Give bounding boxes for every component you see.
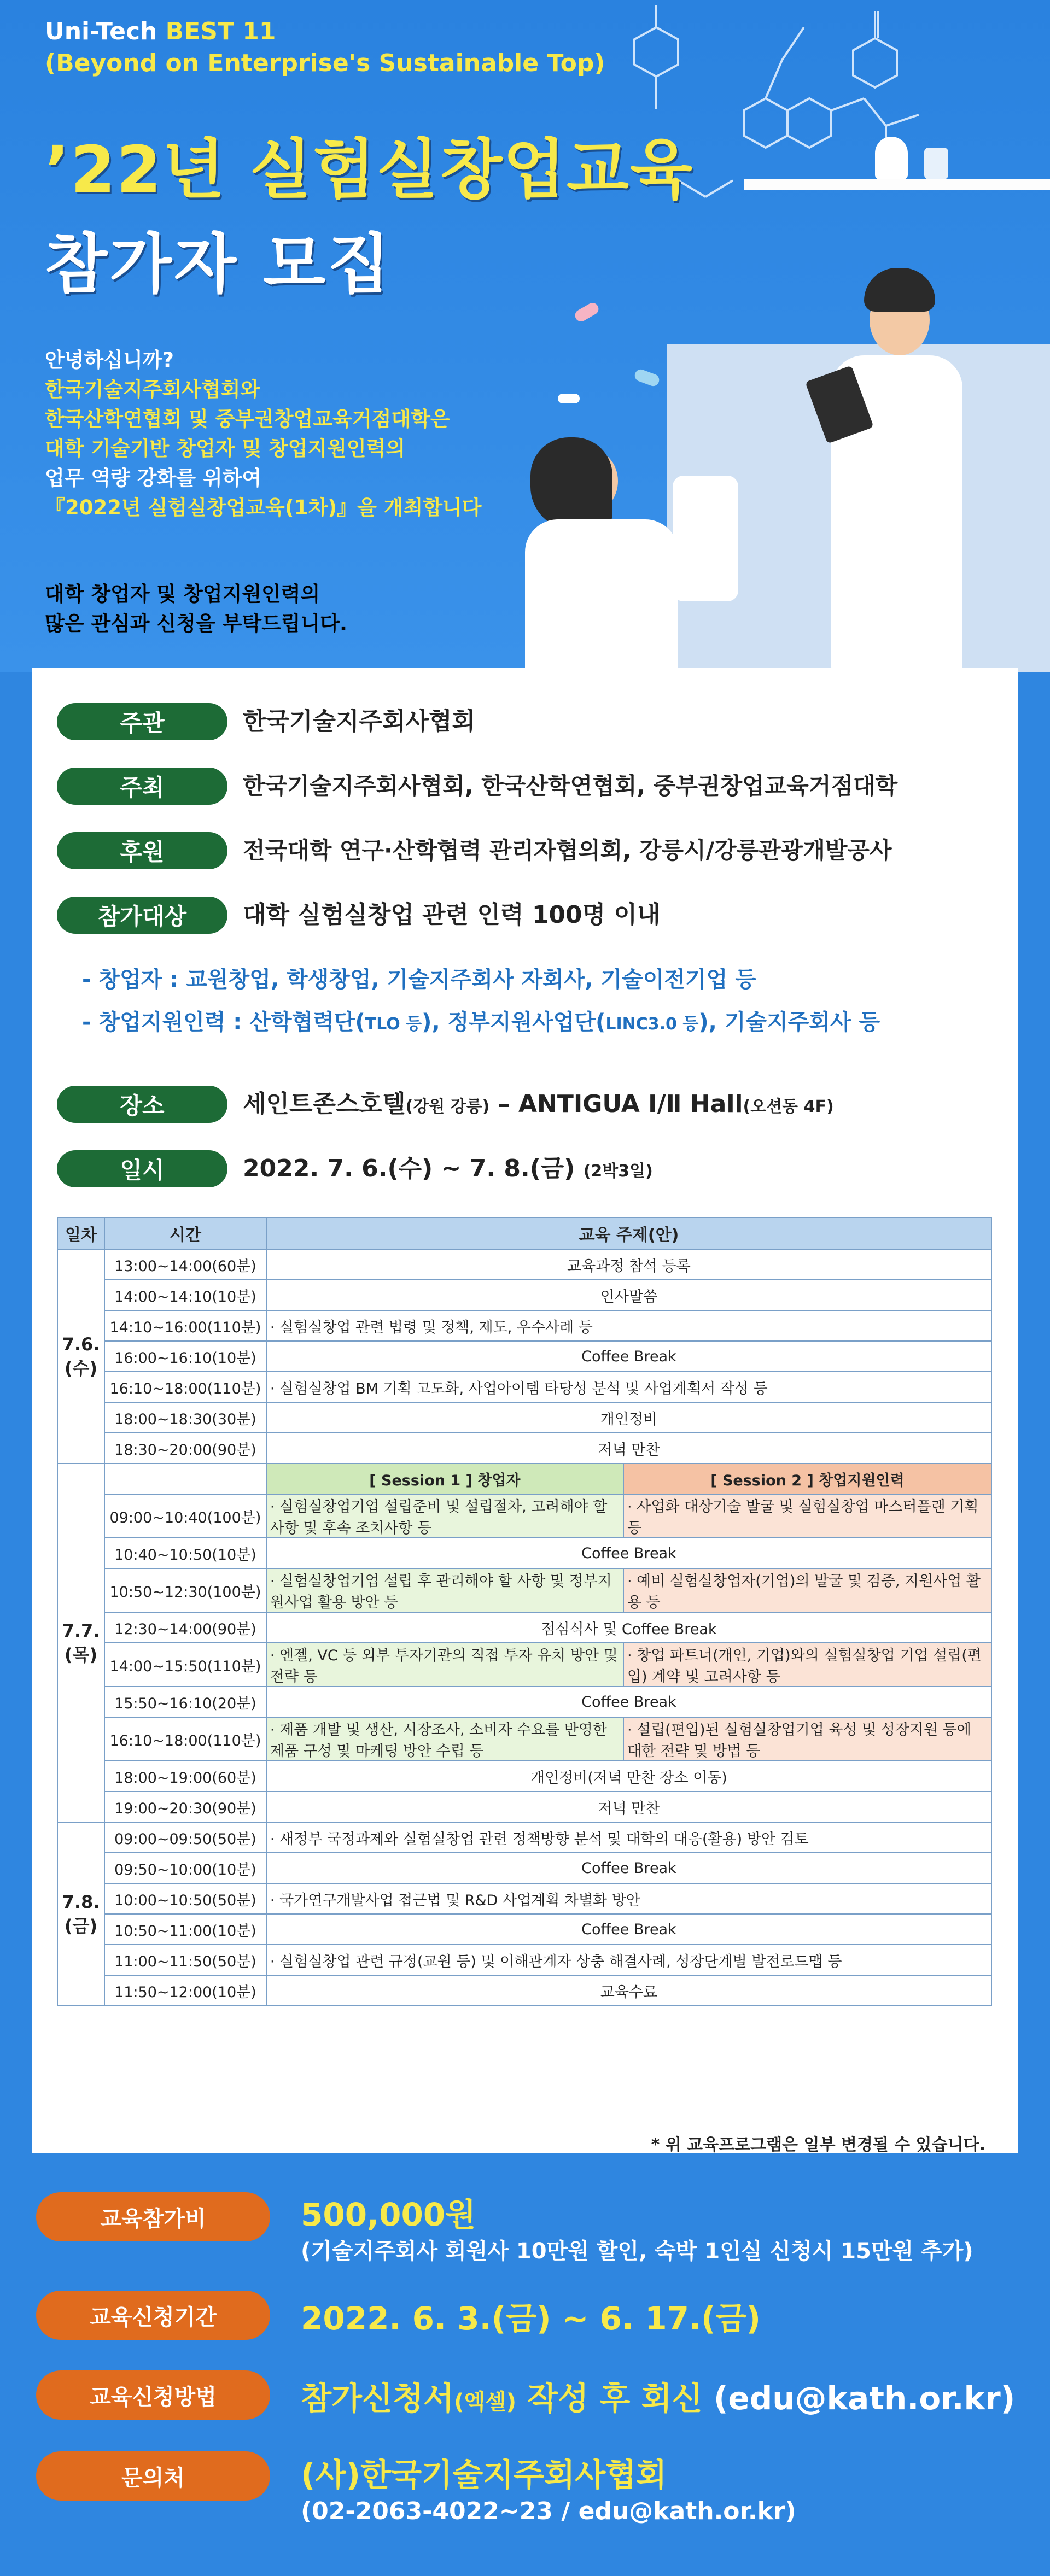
time-cell: 18:00~19:00(60분): [104, 1761, 266, 1792]
venue-label: 장소: [57, 1086, 228, 1123]
table-row: [57, 1568, 991, 1612]
session1-cell: · 엔젤, VC 등 외부 투자기관의 직접 투자 유치 방안 및 전략 등: [266, 1643, 623, 1687]
time-cell: 18:00~18:30(30분): [104, 1402, 266, 1433]
time-cell: 10:50~11:00(10분): [104, 1914, 266, 1945]
organizer-value: 한국기술지주회사협회, 한국산학연협회, 중부권창업교육거점대학: [243, 772, 898, 799]
time-cell: 15:50~16:10(20분): [104, 1687, 266, 1717]
header-day: 일차: [57, 1217, 104, 1249]
sponsor-value: 전국대학 연구·산학협력 관리자협의회, 강릉시/강릉관광개발공사: [243, 837, 892, 864]
table-row: [57, 1538, 991, 1568]
time-cell: 11:00~11:50(50분): [104, 1945, 266, 1975]
time-cell: 12:30~14:00(90분): [104, 1612, 266, 1643]
topic-cell: 교육과정 참석 등록: [266, 1249, 991, 1280]
topic-cell: Coffee Break: [266, 1853, 991, 1883]
target-value: 대학 실험실창업 관련 인력 100명 이내: [243, 901, 661, 929]
day-cell: 7.8. (금): [57, 1822, 104, 2006]
table-row: [57, 1402, 991, 1433]
day-cell: 7.7. (목): [57, 1463, 104, 1822]
table-row: [57, 1463, 991, 1494]
topic-cell: Coffee Break: [266, 1687, 991, 1717]
page-title: ’22년 실험실창업교육: [45, 132, 694, 207]
fee-note: (기술지주회사 회원사 10만원 할인, 숙박 1인실 신청시 15만원 추가): [301, 2239, 973, 2264]
schedule-note: * 위 교육프로그램은 일부 변경될 수 있습니다.: [651, 2135, 985, 2155]
fee-label: 교육참가비: [36, 2192, 270, 2241]
table-row: [57, 1914, 991, 1945]
time-cell: 10:00~10:50(50분): [104, 1883, 266, 1914]
time-cell: 09:50~10:00(10분): [104, 1853, 266, 1883]
time-cell: 14:00~14:10(10분): [104, 1280, 266, 1310]
table-row: [57, 1853, 991, 1883]
method-label: 교육신청방법: [36, 2370, 270, 2420]
topic-cell: · 실험실창업 관련 규정(교원 등) 및 이해관계자 상충 해결사례, 성장단계별 발전로드맵 등: [266, 1945, 991, 1975]
time-cell: 16:10~18:00(110분): [104, 1717, 266, 1761]
scientist-illustration: [809, 262, 973, 672]
host-label: 주관: [57, 703, 228, 740]
contact-details: (02-2063-4022~23 / edu@kath.or.kr): [301, 2497, 796, 2525]
table-row: [57, 1822, 991, 1853]
session1-cell: · 실험실창업기업 설립 후 관리해야 할 사항 및 정부지원사업 활용 방안 등: [266, 1568, 623, 1612]
table-header-row: [57, 1217, 991, 1249]
time-cell: 16:10~18:00(110분): [104, 1372, 266, 1402]
table-row: [57, 1975, 991, 2006]
date-label: 일시: [57, 1150, 228, 1187]
topic-cell: · 국가연구개발사업 접근법 및 R&D 사업계획 차별화 방안: [266, 1883, 991, 1914]
header-time: 시간: [104, 1217, 266, 1249]
time-cell: 19:00~20:30(90분): [104, 1792, 266, 1822]
topic-cell: 저녁 만찬: [266, 1792, 991, 1822]
session2-cell: · 예비 실험실창업자(기업)의 발굴 및 검증, 지원사업 활용 등: [623, 1568, 991, 1612]
host-value: 한국기술지주회사협회: [243, 707, 476, 735]
session2-header: [ Session 2 ] 창업지원인력: [623, 1463, 991, 1494]
brand-subline: (Beyond on Enterprise's Sustainable Top): [45, 49, 605, 77]
period-label: 교육신청기간: [36, 2291, 270, 2340]
target-bullet-support: - 창업지원인력 : 산학협력단(TLO 등), 정부지원사업단(LINC3.0 등), 기술지주회사 등: [82, 1010, 880, 1035]
time-cell: 10:50~12:30(100분): [104, 1568, 266, 1612]
table-row: [57, 1687, 991, 1717]
target-label: 참가대상: [57, 897, 228, 934]
table-row: [57, 1643, 991, 1687]
topic-cell: Coffee Break: [266, 1914, 991, 1945]
table-row: [57, 1494, 991, 1538]
flask-illustration: [875, 137, 908, 179]
time-cell: 16:00~16:10(10분): [104, 1341, 266, 1372]
time-cell: 14:00~15:50(110분): [104, 1643, 266, 1687]
table-row: [57, 1372, 991, 1402]
time-cell: 09:00~10:40(100분): [104, 1494, 266, 1538]
table-row: [57, 1883, 991, 1914]
session2-cell: · 사업화 대상기술 발굴 및 실험실창업 마스터플랜 기획 등: [623, 1494, 991, 1538]
period-value: 2022. 6. 3.(금) ~ 6. 17.(금): [301, 2300, 761, 2337]
day-cell: 7.6. (수): [57, 1249, 104, 1463]
intro-text: 안녕하십니까? 한국기술지주회사협회와 한국산학연협회 및 중부권창업교육거점대학은 대학 기술기반 창업자 및 창업지원인력의 업무 역량 강화를 위하여 『2022년 실험실창업교육(1차)』을 개최합니다: [45, 348, 482, 519]
session2-cell: · 설립(편입)된 실험실창업기업 육성 및 성장지원 등에 대한 전략 및 방법 등: [623, 1717, 991, 1761]
table-row: [57, 1249, 991, 1280]
session1-cell: · 제품 개발 및 생산, 시장조사, 소비자 수요를 반영한 제품 구성 및 마케팅 방안 수립 등: [266, 1717, 623, 1761]
session1-cell: · 실험실창업기업 설립준비 및 설립절차, 고려해야 할 사항 및 후속 조치사항 등: [266, 1494, 623, 1538]
contact-value: (사)한국기술지주회사협회: [301, 2456, 667, 2493]
topic-cell: · 새정부 국정과제와 실험실창업 관련 정책방향 분석 및 대학의 대응(활용) 방안 검토: [266, 1822, 991, 1853]
topic-cell: 교육수료: [266, 1975, 991, 2006]
method-value: 참가신청서(엑셀) 작성 후 회신 (edu@kath.or.kr): [301, 2380, 1016, 2417]
topic-cell: 인사말씀: [266, 1280, 991, 1310]
topic-cell: 점심식사 및 Coffee Break: [266, 1612, 991, 1643]
topic-cell: 개인정비: [266, 1402, 991, 1433]
table-row: [57, 1341, 991, 1372]
sponsor-label: 후원: [57, 832, 228, 869]
intro-closing: 대학 창업자 및 창업지원인력의 많은 관심과 신청을 부탁드립니다.: [45, 582, 348, 635]
flask-illustration: [924, 148, 948, 179]
target-bullet-founders: - 창업자 : 교원창업, 학생창업, 기술지주회사 자회사, 기술이전기업 등: [82, 967, 756, 992]
session2-cell: · 창업 파트너(개인, 기업)와의 실험실창업 기업 설립(편입) 계약 및 고려사항 등: [623, 1643, 991, 1687]
pill-illustration: [633, 368, 661, 388]
topic-cell: Coffee Break: [266, 1341, 991, 1372]
page-subtitle: 참가자 모집: [45, 226, 393, 302]
time-cell: 18:30~20:00(90분): [104, 1433, 266, 1463]
table-row: [57, 1761, 991, 1792]
brand-line: Uni-Tech BEST 11: [45, 17, 276, 45]
scientist-illustration: [509, 426, 695, 672]
table-row: [57, 1612, 991, 1643]
header-topic: 교육 주제(안): [266, 1217, 991, 1249]
date-value: 2022. 7. 6.(수) ~ 7. 8.(금) (2박3일): [243, 1155, 653, 1182]
time-cell: [104, 1463, 266, 1494]
time-cell: 13:00~14:00(60분): [104, 1249, 266, 1280]
lab-shelf: [744, 179, 1050, 190]
schedule-table: [57, 1217, 992, 2006]
hero-banner: [0, 0, 1050, 672]
venue-value: 세인트존스호텔(강원 강릉) – ANTIGUA Ⅰ/Ⅱ Hall(오션동 4F): [243, 1090, 834, 1118]
topic-cell: · 실험실창업 관련 법령 및 정책, 제도, 우수사례 등: [266, 1310, 991, 1341]
pill-illustration: [573, 301, 601, 324]
table-row: [57, 1792, 991, 1822]
info-card: [32, 668, 1018, 2153]
time-cell: 11:50~12:00(10분): [104, 1975, 266, 2006]
table-row: [57, 1717, 991, 1761]
pill-illustration: [558, 394, 580, 403]
topic-cell: 저녁 만찬: [266, 1433, 991, 1463]
session1-header: [ Session 1 ] 창업자: [266, 1463, 623, 1494]
contact-label: 문의처: [36, 2451, 270, 2501]
time-cell: 10:40~10:50(10분): [104, 1538, 266, 1568]
table-row: [57, 1310, 991, 1341]
time-cell: 14:10~16:00(110분): [104, 1310, 266, 1341]
table-row: [57, 1280, 991, 1310]
time-cell: 09:00~09:50(50분): [104, 1822, 266, 1853]
topic-cell: · 실험실창업 BM 기획 고도화, 사업아이템 타당성 분석 및 사업계획서 작성 등: [266, 1372, 991, 1402]
fee-value: 500,000원: [301, 2196, 476, 2233]
table-row: [57, 1433, 991, 1463]
topic-cell: Coffee Break: [266, 1538, 991, 1568]
topic-cell: 개인정비(저녁 만찬 장소 이동): [266, 1761, 991, 1792]
table-row: [57, 1945, 991, 1975]
organizer-label: 주최: [57, 768, 228, 805]
